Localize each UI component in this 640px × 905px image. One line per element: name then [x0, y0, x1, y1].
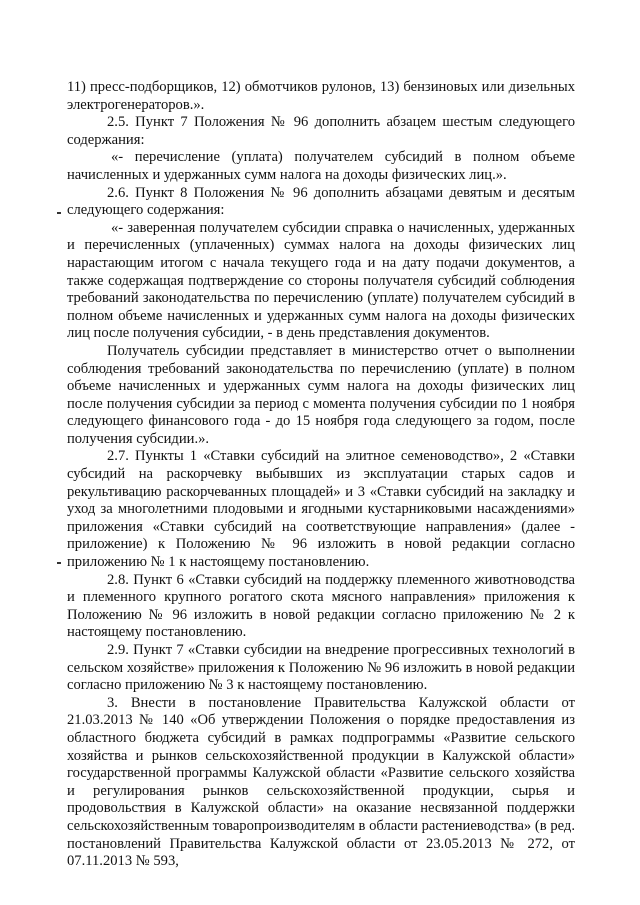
document-body — [67, 79, 575, 871]
paragraph-report: Получатель субсидии представляет в министерство отчет о выполнении соблюдения требований законодательства по перечислению (уплате) в полном объеме начисленных и удержанных сумм налога на доходы физических лиц после получения субсидии за период с момента получения субсидии по 1 ноября следующего финансового года - до 15 ноября года следующего за годом, после получения субсидии.». — [67, 342, 575, 447]
paragraph-2-9: 2.9. Пункт 7 «Ставки субсидии на внедрение прогрессивных технологий в сельском хозяйстве» приложения к Положению № 96 изложить в новой редакции согласно приложению № 3 к настоящему постановлению. — [67, 642, 575, 694]
margin-mark — [57, 212, 61, 214]
paragraph-2-5-quote: «- перечисление (уплата) получателем субсидий в полном объеме начисленных и удержанных сумм налога на доходы физических лиц.». — [67, 149, 575, 183]
paragraph-2-6-quote: «- заверенная получателем субсидии справка о начисленных, удержанных и перечисленных (уплаченных) суммах налога на доходы физических лиц нарастающим итогом с начала текущего года и на дату подачи документов, а также содержащая подтверждение со стороны получателя субсидий соблюдения требований законодательства по перечислению (уплате) получателем субсидий в полном объеме начисленных и удержанных сумм налога на доходы физических лиц после получения субсидии, - в день представления документов. — [67, 219, 575, 342]
margin-mark — [57, 562, 61, 564]
paragraph-3: 3. Внести в постановление Правительства Калужской области от 21.03.2013 № 140 «Об утверждении Положения о порядке предоставления из областного бюджета субсидий в рамках подпрограммы «Развитие сельского хозяйства и рынков сельскохозяйственной продукции в Калужской области» государственной программы Калужской области «Развитие сельского хозяйства и регулирования рынков сельскохозяйственной продукции, сырья и продовольствия в Калужской области» на оказание несвязанной поддержки сельскохозяйственным товаропроизводителям в области растениеводства» (в ред. постановлений Правительства Калужской области от 23.05.2013 № 272, от 07.11.2013 № 593, — [67, 694, 575, 870]
paragraph-1: 11) пресс-подборщиков, 12) обмотчиков рулонов, 13) бензиновых или дизельных электрогенераторов.». — [67, 79, 575, 113]
paragraph-2-5: 2.5. Пункт 7 Положения № 96 дополнить абзацем шестым следующего содержания: — [67, 114, 575, 148]
paragraph-2-7: 2.7. Пункты 1 «Ставки субсидий на элитное семеноводство», 2 «Ставки субсидий на раскорчевку выбывших из эксплуатации старых садов и рекультивацию раскорчеванных площадей» и 3 «Ставки субсидий на закладку и уход за многолетними плодовыми и ягодными кустарниковыми насаждениями» приложения «Ставки субсидий на соответствующие направления» (далее - приложение) к Положению № 96 изложить в новой редакции согласно приложению № 1 к настоящему постановлению. — [67, 448, 575, 571]
paragraph-2-8: 2.8. Пункт 6 «Ставки субсидий на поддержку племенного животноводства и племенного крупного рогатого скота мясного направления» приложения к Положению № 96 изложить в новой редакции согласно приложению № 2 к настоящему постановлению. — [67, 571, 575, 641]
paragraph-2-6: 2.6. Пункт 8 Положения № 96 дополнить абзацами девятым и десятым следующего содержания: — [67, 184, 575, 219]
